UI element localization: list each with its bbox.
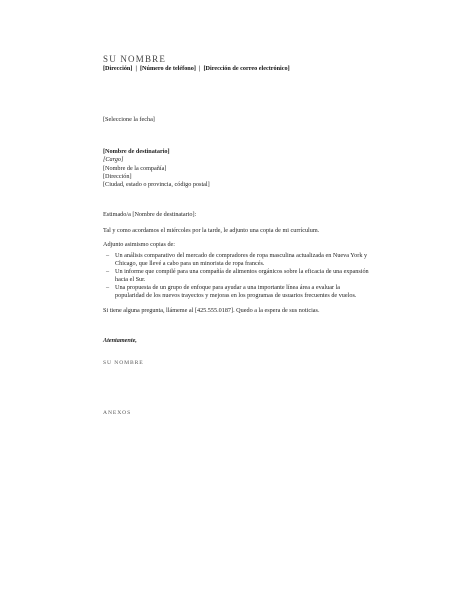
intro-paragraph: Tal y como acordamos el miércoles por la tarde, le adjunto una copia de mi currículum. [103,227,320,234]
list-item-text: Un informe que compilé para una compañía de alimentos orgánicos sobre la eficacia de una expansión hacia el Sur. [115,268,369,284]
recipient-address[interactable]: [Dirección] [103,172,132,180]
recipient-name[interactable]: [Nombre de destinatario] [103,148,170,155]
sender-phone[interactable]: [Número de teléfono] [140,65,196,72]
sender-contact-line [103,65,290,72]
attachments-list [103,252,371,301]
list-item [103,284,371,300]
salutation: Estimado/a [Nombre de destinatario]: [103,211,197,218]
sender-email[interactable]: [Dirección de correo electrónico] [203,65,290,72]
bullet-marker: – [106,252,110,259]
closing-salutation: Atentamente, [103,337,137,344]
sender-name[interactable]: SU NOMBRE [103,54,167,64]
recipient-city[interactable]: [Ciudad, estado o provincia, código postal] [103,181,210,189]
bullet-marker: – [106,268,110,276]
enclosures-label: ANEXOS [103,410,132,416]
recipient-title[interactable]: [Cargo] [103,156,124,164]
closing-paragraph: Si tiene alguna pregunta, llámeme al [425.555.0187]. Quedo a la espera de sus noticias. [103,307,320,314]
list-item-text: Un análisis comparativo del mercado de compradores de ropa masculina actualizada en Nueva York y Chicago, que llevé a cabo para un minorista de ropa francés. [115,252,368,268]
sender-address[interactable]: [Dirección] [103,65,133,72]
recipient-company[interactable]: [Nombre de la compañía] [103,164,167,172]
list-item-text: Una propuesta de un grupo de enfoque para ayudar a una importante línea área a evaluar la popularidad de los nuevos trayectos y mejoras en los programas de usuarios frecuentes de vuelos. [115,284,357,300]
contact-separator: | [199,65,201,72]
attachments-intro: Adjunto asimismo copias de: [103,241,176,248]
list-item [103,268,371,284]
recipient-block [103,148,210,189]
signature-name[interactable]: SU NOMBRE [103,360,144,366]
contact-separator: | [135,65,137,72]
bullet-marker: – [106,284,110,292]
list-item [103,252,371,268]
date-field[interactable]: [Seleccione la fecha] [103,116,155,123]
